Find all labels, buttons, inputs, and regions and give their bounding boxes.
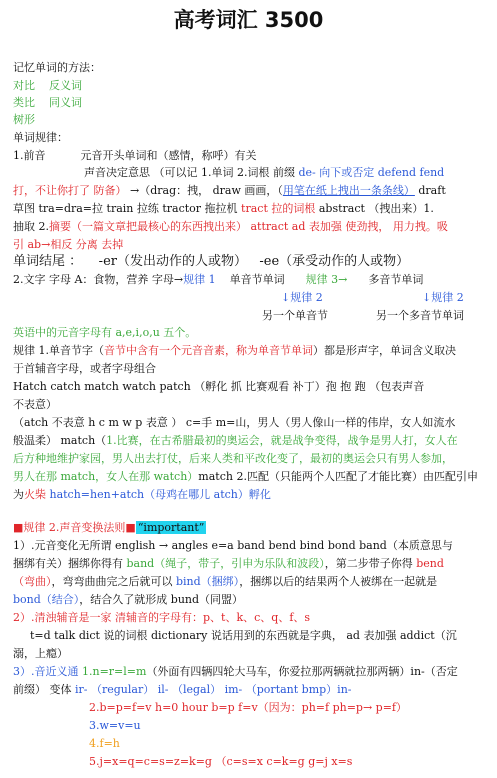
prefix-line-1-a: 1.前音 xyxy=(13,149,46,162)
suffix-line-1 xyxy=(13,255,409,269)
method-pair-1-b: 反义词 xyxy=(49,79,82,92)
vowels-line-1-a: 规律 1.单音节字（ xyxy=(13,344,104,357)
rule2-line-3-b: ，弯弯曲曲完之后就可以 xyxy=(51,575,176,588)
rule2-line-2-e: bend xyxy=(416,557,444,570)
rule2-line-4-b: ，结合久了就形成 bund（同盟） xyxy=(79,593,244,606)
rule2-line-2-a: 捆绑有关）捆绑你得有 xyxy=(13,557,127,570)
vowels-line-2: 于首辅音字母，或者字母组合 xyxy=(13,362,156,375)
rule2-line-3-a: （弯曲） xyxy=(13,575,52,588)
rule2-line-2-d: ，第二步带子你得 xyxy=(324,557,417,570)
vowels-line-9 xyxy=(13,488,271,502)
vowels-line-6-b: 1.比赛，在古希腊最初的奥运会，就是战争变得，战争是男人打，女人在 xyxy=(106,434,458,447)
rule2-heading xyxy=(13,521,206,535)
prefix-line-3-b: →（drag：拽， draw 画画，（ xyxy=(130,184,283,197)
rule2-line-5 xyxy=(13,611,310,625)
method-item-3: 树形 xyxy=(13,113,35,126)
rule2-line-8-c: （外面有四辆四轮大马车，你爱拉那两辆就拉那两辆）in-（否定 xyxy=(146,665,458,678)
prefix-line-3-d: draft xyxy=(414,184,446,197)
prefix-line-6: 引 ab→相反 分离 去掉 xyxy=(13,238,124,251)
prefix-line-2 xyxy=(84,166,444,180)
prefix-line-2-b: de- 向下或否定 defend fend xyxy=(298,166,445,179)
prefix-line-1 xyxy=(13,149,256,163)
suffix-line-1-a: 单词结尾 ： xyxy=(13,254,83,269)
important-highlight: “important” xyxy=(137,521,205,534)
vowels-line-9-b: 火柴 xyxy=(24,488,46,501)
vowels-line-1-c: ）都是形声字，单词含义取决 xyxy=(313,344,456,357)
rule2-label: 规律 2.声音变换法则 xyxy=(23,521,126,534)
rule2-line-10: 2.b=p=f=v h=0 hour b=p f=v（因为：ph=f ph=p→ p=f） xyxy=(89,701,407,714)
rule2-line-3-d: ，捆绑以后的结果两个人被绑在一起就是 xyxy=(239,575,438,588)
suffix-line-4-b: 另一个多音节单词 xyxy=(376,309,464,322)
vowels-line-6 xyxy=(13,434,458,448)
prefix-line-3 xyxy=(13,184,446,198)
rule2-line-12: 4.f=h xyxy=(89,737,120,750)
rule2-line-2 xyxy=(13,557,444,571)
method-pair-2 xyxy=(13,96,82,110)
rule2-line-6: t=d talk dict 说的词根 dictionary 说话用到的东西就是字典， ad 表加强 addict（沉 xyxy=(30,629,457,642)
rule2-line-7: 溺，上瘾） xyxy=(13,647,68,660)
vowels-line-9-c: hatch=hen+atch（母鸡在哪儿 atch）孵化 xyxy=(46,488,271,501)
prefix-line-4-a: 草图 tra=dra=拉 train 拉练 tractor 拖拉机 xyxy=(13,202,242,215)
vowels-line-7: 后方种地维护家园，男人出去打仗，后来人类和平改化变了，最初的奥运会只有男人参加， xyxy=(13,452,453,465)
rule2-line-9 xyxy=(13,683,352,697)
suffix-line-3-b: ↓规律 2 xyxy=(422,291,464,304)
suffix-line-4-a: 另一个单音节 xyxy=(262,309,328,322)
suffix-line-2-d: 规律 3→ xyxy=(305,273,348,286)
method-pair-1 xyxy=(13,79,82,93)
rule2-line-8 xyxy=(13,665,458,679)
vowels-line-8-a: 男人在那 match，女人在那 watch） xyxy=(13,470,199,483)
prefix-line-4-c: abstract （拽出来）1. xyxy=(315,202,434,215)
rule2-line-1: 1）.元音变化无所谓 english → angles e=a band bend bind bond band（本质意思与 xyxy=(13,539,453,552)
suffix-line-1-c: -ee（承受动作的人或物） xyxy=(259,254,410,269)
rule2-line-5-b: 清辅音的字母有：p、t、k、c、q、f、s xyxy=(115,611,311,624)
rule2-line-9-a: 前缀） 变体 xyxy=(13,683,75,696)
vowels-line-8 xyxy=(13,470,478,484)
suffix-line-3-a: ↓规律 2 xyxy=(281,291,323,304)
suffix-line-2 xyxy=(13,273,423,287)
vowels-line-8-b: match 2.匹配（只能两个人匹配了才能比赛）由匹配引申 xyxy=(198,470,478,483)
rule2-line-3 xyxy=(13,575,437,589)
suffix-line-1-b: -er（发出动作的人或物） xyxy=(98,254,247,269)
prefix-line-4 xyxy=(13,202,434,216)
suffix-line-2-c: 单音节单词 xyxy=(229,273,285,286)
vowels-line-5: （atch 不表意 h c m w p 表意 ） c=手 m=山，男人（男人像山一样的伟岸，女人如流水 xyxy=(13,416,456,429)
rule2-mark-2: ■ xyxy=(125,521,136,534)
vowels-line-4: 不表意） xyxy=(13,398,57,411)
rule2-line-3-c: bind（捆绑） xyxy=(176,575,240,588)
method-pair-2-a: 类比 xyxy=(13,96,35,109)
method-pair-2-b: 同义词 xyxy=(49,96,82,109)
document-title: 高考词汇 3500 xyxy=(173,8,324,32)
rule2-line-2-c: （绳子，带子，引申为乐队和波段） xyxy=(154,557,325,570)
method-heading: 记忆单词的方法： xyxy=(13,61,101,74)
rule2-line-2-b: band xyxy=(126,557,155,570)
vowels-line-1-b: 音节中含有一个元音音素，称为单音节单词 xyxy=(104,344,313,357)
rule2-line-5-a: 2）.清浊辅音是一家 xyxy=(13,611,115,624)
rule2-line-11: 3.w=v=u xyxy=(89,719,141,732)
suffix-line-2-e: 多音节单词 xyxy=(368,273,424,286)
rule2-line-8-a: 3）.音近义通 xyxy=(13,665,82,678)
prefix-line-5-b: 摘要（一篇文章把最核心的东西拽出来） attract ad 表加强 使劲拽， 用力拽。吸 xyxy=(49,220,448,233)
rule2-line-9-b: ir- （regular） il- （legal） im- （portant bmp）in- xyxy=(75,683,352,696)
vowels-line-9-a: 为 xyxy=(13,488,24,501)
rule2-line-4-a: bond（结合） xyxy=(13,593,80,606)
prefix-line-3-a: 打，不让你打了 防备） xyxy=(13,184,127,197)
method-pair-1-a: 对比 xyxy=(13,79,35,92)
rule2-line-8-b: 1.n=r=l=m xyxy=(82,665,147,678)
rule2-line-13: 5.j=x=q=c=s=z=k=g （c=s=x c=k=g g=j x=s xyxy=(89,755,353,768)
vowels-line-3: Hatch catch match watch patch （孵化 抓 比赛观看 补丁）孢 抱 跑 （包表声音 xyxy=(13,380,425,393)
prefix-line-3-c: 用笔在纸上拽出一条条线） xyxy=(282,184,415,197)
suffix-line-2-a: 2.文字 字母 A：食物，营养 字母→ xyxy=(13,273,184,286)
suffix-line-2-b: 规律 1 xyxy=(183,273,216,286)
rules-heading: 单词规律： xyxy=(13,131,68,144)
vowels-heading: 英语中的元音字母有 a,e,i,o,u 五个。 xyxy=(13,326,197,339)
vowels-line-1 xyxy=(13,344,456,358)
prefix-line-1-b: 元音开头单词和（感情，称呼）有关 xyxy=(80,149,257,162)
rule2-mark: ■ xyxy=(13,521,24,534)
prefix-line-2-a: 声音决定意思 （可以记 1.单词 2.词根 前缀 xyxy=(84,166,295,179)
vowels-line-6-a: 般温柔） match（ xyxy=(13,434,107,447)
prefix-line-5 xyxy=(13,220,448,234)
prefix-line-4-b: tract 拉的词根 xyxy=(241,202,316,215)
rule2-line-4 xyxy=(13,593,243,607)
prefix-line-5-a: 抽取 2. xyxy=(13,220,49,233)
